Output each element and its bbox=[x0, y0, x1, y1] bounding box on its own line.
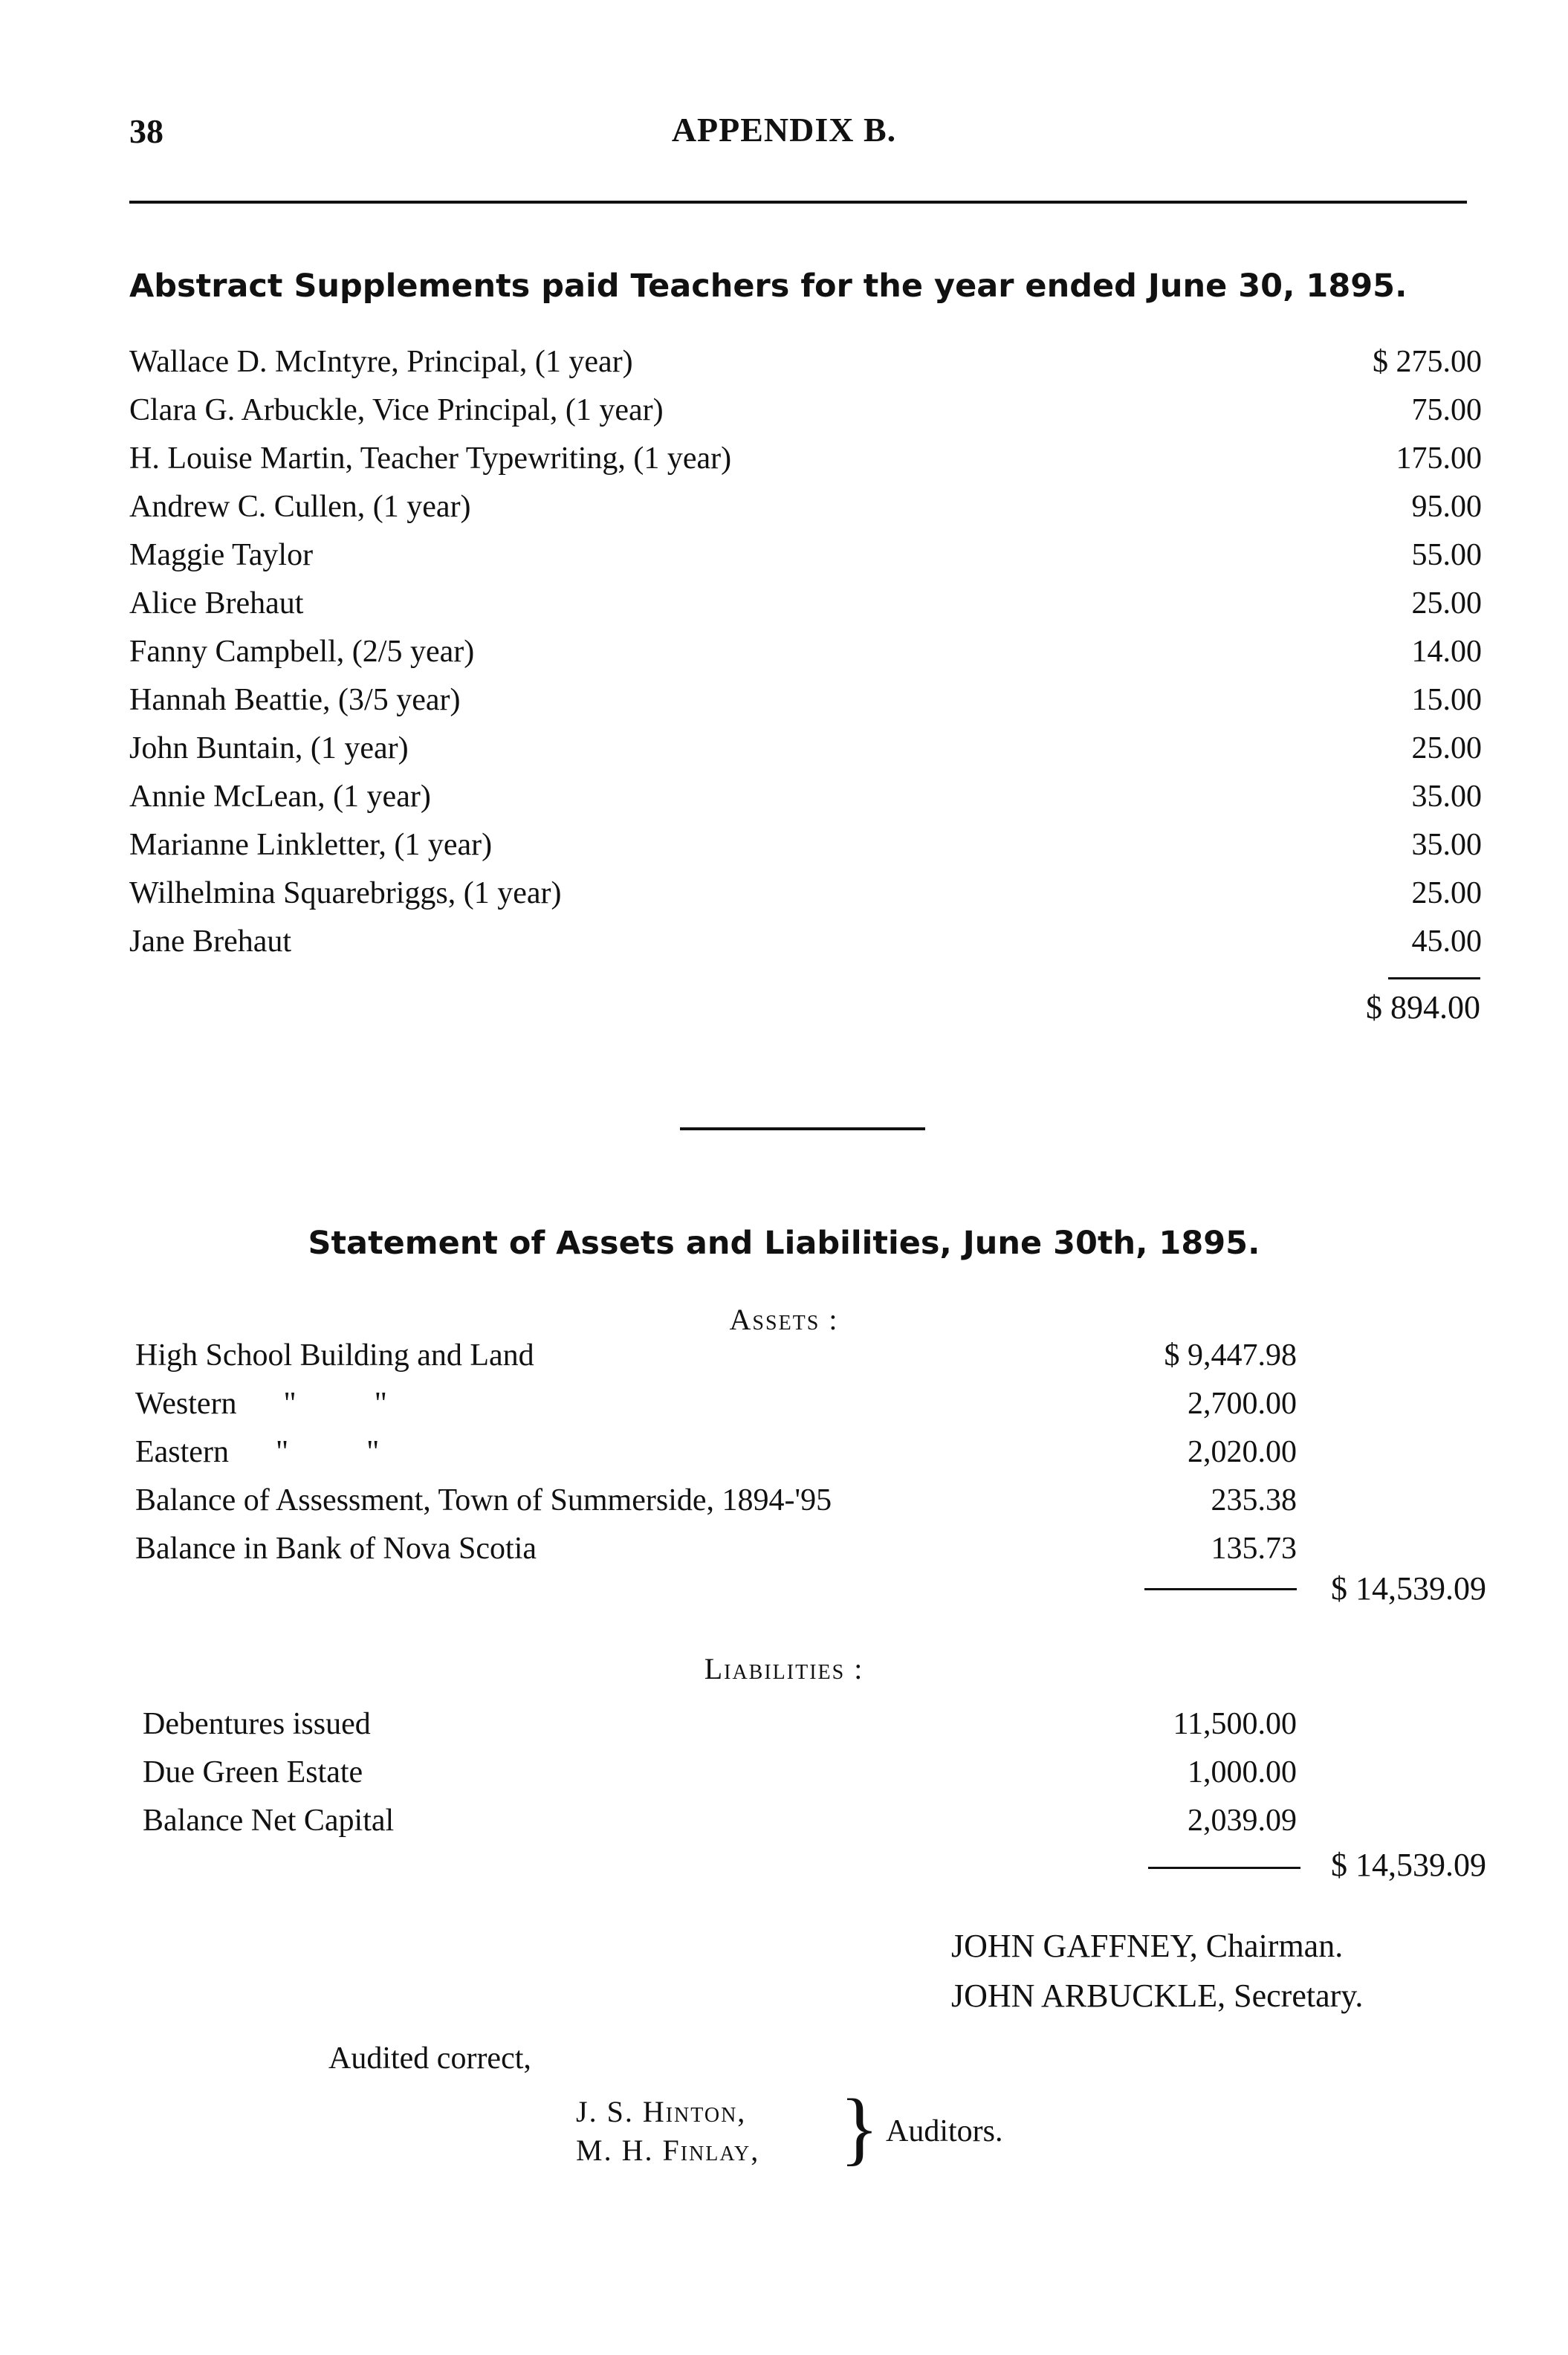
teacher-name: Wallace D. McIntyre, Principal, (1 year) bbox=[129, 345, 633, 379]
teacher-name: Alice Brehaut bbox=[129, 586, 304, 621]
liability-value: 1,000.00 bbox=[1188, 1755, 1297, 1789]
table-row bbox=[129, 875, 1482, 923]
amount: 15.00 bbox=[1411, 683, 1482, 717]
amount: 25.00 bbox=[1411, 876, 1482, 910]
asset-label: Balance in Bank of Nova Scotia bbox=[135, 1532, 537, 1566]
amount: 25.00 bbox=[1411, 586, 1482, 621]
auditors-label: Auditors. bbox=[886, 2114, 1003, 2148]
asset-label: Western " " bbox=[135, 1387, 387, 1421]
table-row bbox=[129, 731, 1482, 778]
asset-value: 235.38 bbox=[1211, 1483, 1297, 1517]
teacher-name: Andrew C. Cullen, (1 year) bbox=[129, 490, 471, 524]
supplements-total: $ 894.00 bbox=[1366, 989, 1480, 1026]
sum-rule bbox=[1388, 977, 1480, 979]
liabilities-heading: Liabilities : bbox=[704, 1652, 864, 1685]
assets-total: $ 14,539.09 bbox=[1331, 1570, 1486, 1607]
statement-title: Statement of Assets and Liabilities, June 30th, 1895. bbox=[308, 1225, 1260, 1262]
section-divider bbox=[680, 1127, 925, 1130]
amount: 35.00 bbox=[1411, 780, 1482, 814]
liabilities-sum-rule bbox=[1148, 1867, 1300, 1869]
teacher-name: Fanny Campbell, (2/5 year) bbox=[129, 635, 475, 669]
amount: 75.00 bbox=[1411, 393, 1482, 427]
auditor-name: M. H. Finlay, bbox=[576, 2134, 760, 2167]
header-rule bbox=[129, 201, 1467, 204]
table-row bbox=[129, 344, 1482, 392]
asset-value: 2,700.00 bbox=[1188, 1387, 1297, 1421]
page-number: 38 bbox=[129, 112, 163, 150]
liabilities-total: $ 14,539.09 bbox=[1331, 1847, 1486, 1883]
amount: 14.00 bbox=[1411, 635, 1482, 669]
audited-text: Audited correct, bbox=[328, 2041, 531, 2076]
amount: $ 275.00 bbox=[1373, 345, 1482, 379]
liability-label: Due Green Estate bbox=[143, 1755, 363, 1789]
page-title: APPENDIX B. bbox=[671, 111, 897, 149]
teacher-name: Clara G. Arbuckle, Vice Principal, (1 year) bbox=[129, 393, 664, 427]
asset-value: 2,020.00 bbox=[1188, 1435, 1297, 1469]
amount: 55.00 bbox=[1411, 538, 1482, 572]
table-row bbox=[129, 537, 1482, 585]
teacher-name: Hannah Beattie, (3/5 year) bbox=[129, 683, 461, 717]
table-row bbox=[129, 586, 1482, 633]
table-row bbox=[129, 489, 1482, 537]
assets-heading: Assets : bbox=[729, 1303, 839, 1336]
table-row bbox=[129, 441, 1482, 488]
teacher-name: Jane Brehaut bbox=[129, 924, 292, 959]
teacher-name: Wilhelmina Squarebriggs, (1 year) bbox=[129, 876, 562, 910]
auditor-name: J. S. Hinton, bbox=[576, 2095, 747, 2128]
liability-value: 11,500.00 bbox=[1173, 1707, 1297, 1741]
amount: 45.00 bbox=[1411, 924, 1482, 959]
assets-sum-rule bbox=[1144, 1588, 1297, 1590]
teacher-name: Annie McLean, (1 year) bbox=[129, 780, 431, 814]
amount: 25.00 bbox=[1411, 731, 1482, 765]
liability-label: Balance Net Capital bbox=[143, 1804, 395, 1838]
asset-value: $ 9,447.98 bbox=[1164, 1338, 1297, 1373]
secretary-signature: JOHN ARBUCKLE, Secretary. bbox=[951, 1977, 1364, 2014]
table-row bbox=[129, 682, 1482, 730]
liability-value: 2,039.09 bbox=[1188, 1804, 1297, 1838]
asset-label: Eastern " " bbox=[135, 1435, 380, 1469]
teacher-name: John Buntain, (1 year) bbox=[129, 731, 409, 765]
chairman-signature: JOHN GAFFNEY, Chairman. bbox=[951, 1928, 1344, 1964]
amount: 175.00 bbox=[1396, 441, 1482, 476]
table-row bbox=[129, 827, 1482, 875]
amount: 35.00 bbox=[1411, 828, 1482, 862]
teacher-name: Marianne Linkletter, (1 year) bbox=[129, 828, 493, 862]
amount: 95.00 bbox=[1411, 490, 1482, 524]
table-row bbox=[129, 392, 1482, 440]
asset-value: 135.73 bbox=[1211, 1532, 1297, 1566]
table-row bbox=[129, 634, 1482, 681]
teacher-name: H. Louise Martin, Teacher Typewriting, (1 year) bbox=[129, 441, 732, 476]
liability-label: Debentures issued bbox=[143, 1707, 371, 1741]
table-row bbox=[129, 924, 1482, 971]
table-row bbox=[129, 779, 1482, 826]
asset-label: Balance of Assessment, Town of Summerside, 1894-'95 bbox=[135, 1483, 832, 1517]
supplements-title: Abstract Supplements paid Teachers for the year ended June 30, 1895. bbox=[129, 268, 1407, 305]
brace-icon: } bbox=[840, 2082, 879, 2173]
asset-label: High School Building and Land bbox=[135, 1338, 534, 1373]
teacher-name: Maggie Taylor bbox=[129, 538, 314, 572]
